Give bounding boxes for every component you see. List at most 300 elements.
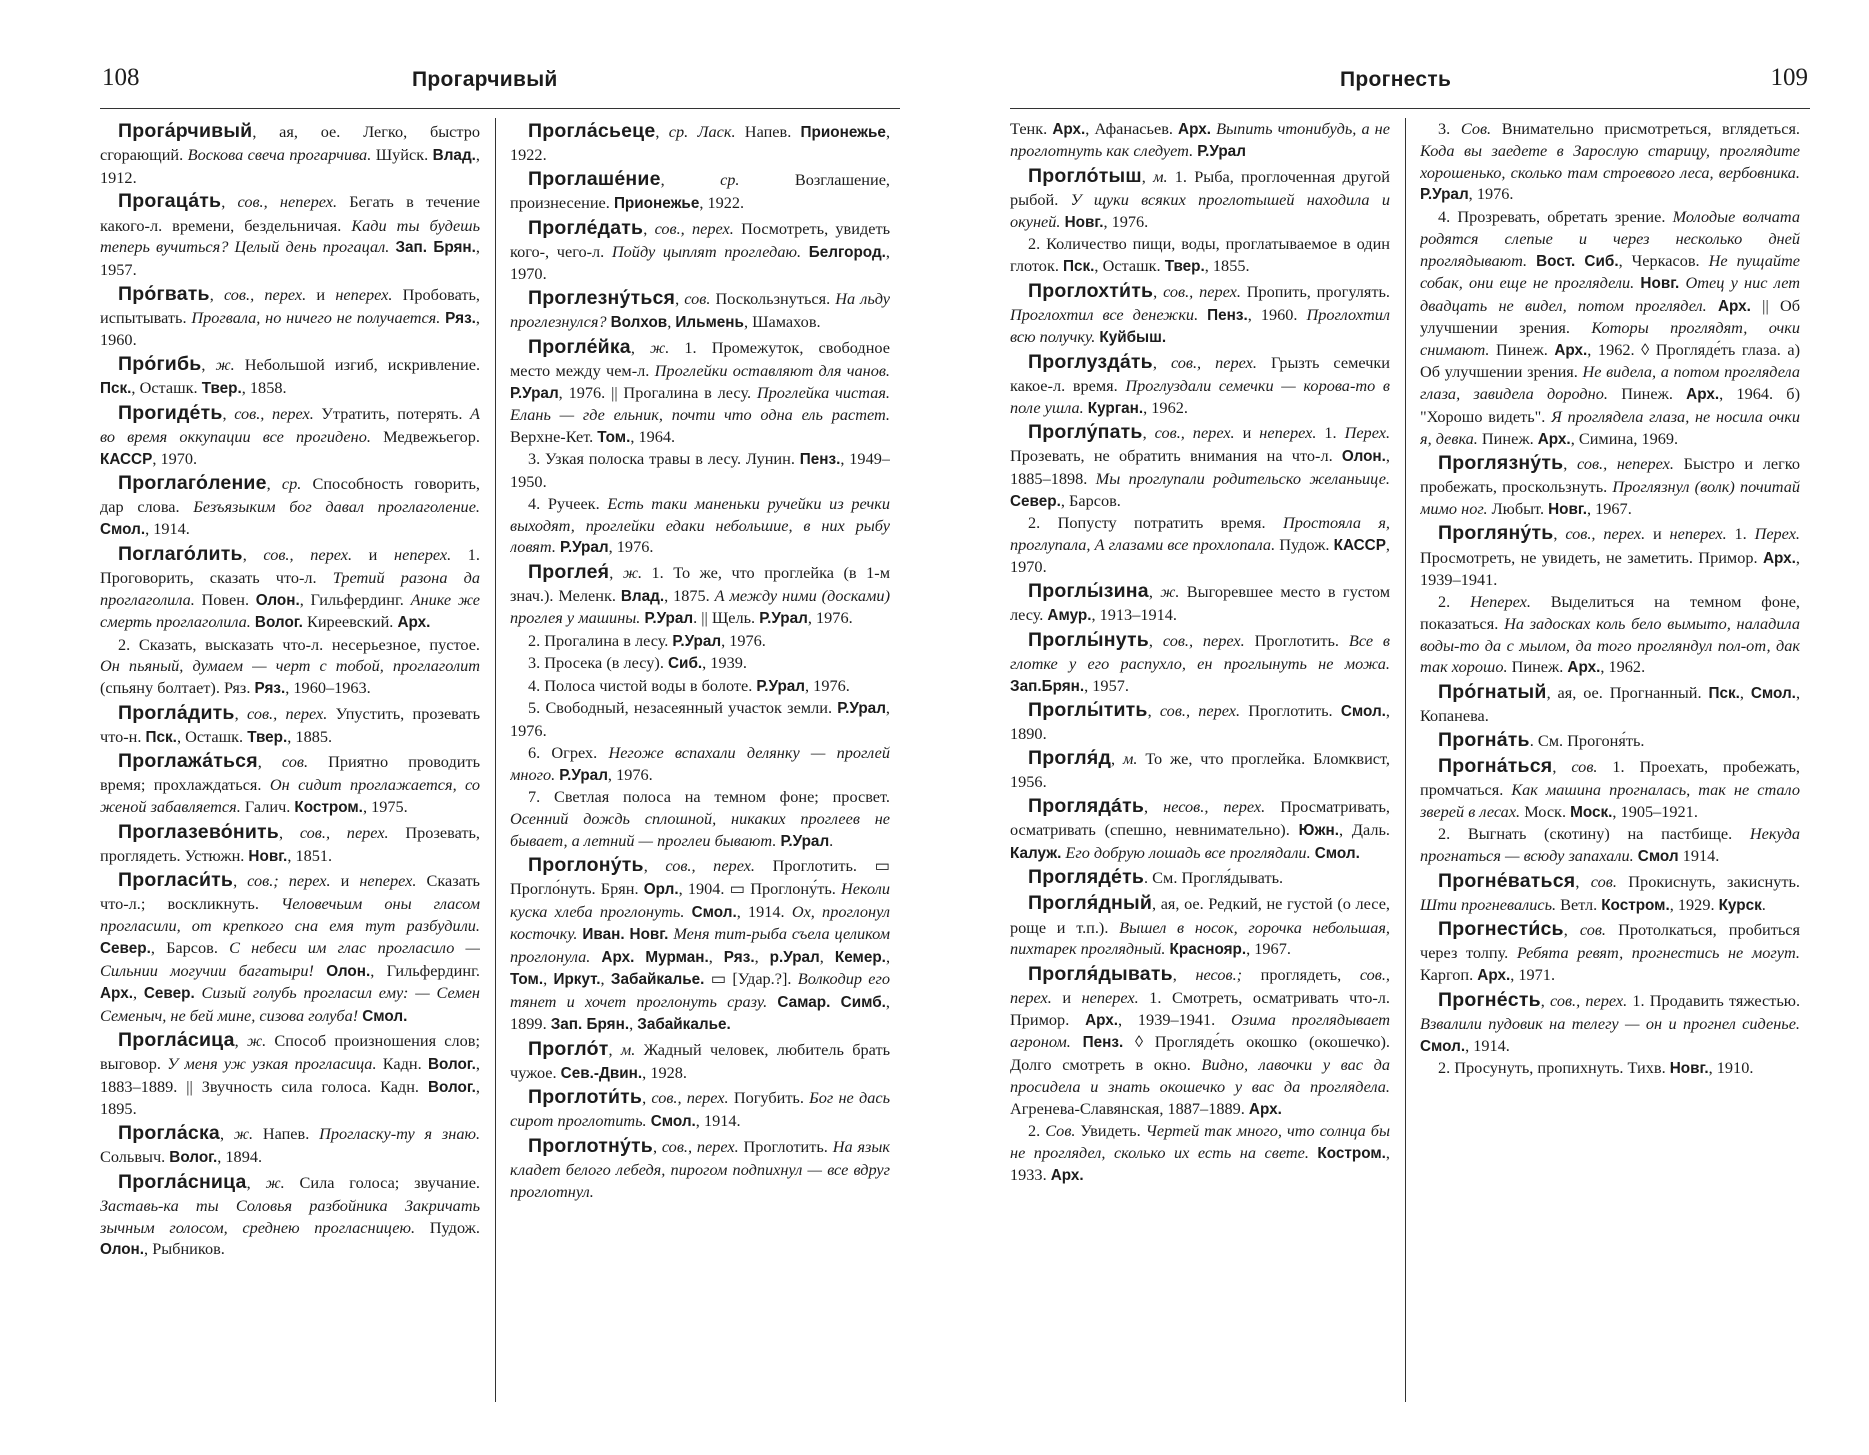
region-label: Смол.	[100, 521, 146, 539]
italic-text: Сов.	[1460, 119, 1492, 138]
italic-text: Сов.	[1045, 1120, 1076, 1140]
headword: Прогласи́ть	[118, 869, 234, 892]
italic-text: м.	[1153, 166, 1168, 186]
region-label: Р.Урал	[837, 700, 886, 718]
dictionary-entry: Проглея́, ж. 1. То же, что проглейка (в 1-м знач.). Меленк. Влад., 1875. А между ними (досками) проглея у машины. Р.Урал. || Щель. Р.Урал, 1976.	[510, 560, 890, 628]
dictionary-entry: Прогла́дить, сов., перех. Упустить, прозевать что-н. Пск., Осташк. Твер., 1885.	[100, 701, 480, 746]
dictionary-entry: Прогле́дать, сов., перех. Посмотреть, увидеть кого-, чего-л. Пойду цыплят прогледаю. Белгород., 1970.	[510, 216, 890, 284]
headword: Проглохти́ть	[1028, 279, 1154, 302]
italic-text: На задосках коль бело вымыто, наладила воды-то да с мылом, да того прогляндул пол-от, дак так хорошо.	[1420, 613, 1800, 677]
dictionary-entry: Про́гибь, ж. Небольшой изгиб, искривление. Пск., Осташк. Твер., 1858.	[100, 353, 480, 398]
dictionary-entry: Проглу́пать, сов., перех. и неперех. 1. Перех. Прозевать, не обратить внимания на что-л. Олон., 1885–1898. Мы проглупали родительско желаньице. Север., Барсов.	[1010, 421, 1390, 510]
region-label: Ряз.	[445, 309, 476, 327]
region-label: Орл.	[643, 881, 679, 899]
italic-text: Прогвала, но ничего не получается.	[191, 307, 441, 327]
dictionary-entry: Проглону́ть, сов., перех. Проглотить. ▭ Прогло́нуть. Брян. Орл., 1904. ▭ Проглону́ть. Неколи куска хлеба проглонуть. Смол., 1914. Ох, проглонул косточку. Иван. Новг. Меня тит-рыба съела целиком проглонула. Арх. Мурман., Ряз., р.Урал, Кемер., Том., Иркут., Забайкалье. ▭ [Удар.?]. Волкодир его тянет и хочет проглонуть сразу. Самар. Симб., 1899. Зап. Брян., Забайкалье.	[510, 854, 890, 1034]
region-label: Сиб.	[668, 655, 703, 673]
headword: Поглаго́лить	[118, 542, 243, 565]
dictionary-entry: Проглузда́ть, сов., перех. Грызть семечки какое-л. время. Проглуздали семечки — корова-то в поле ушла. Курган., 1962.	[1010, 350, 1390, 417]
region-label: Р.Урал	[672, 632, 722, 650]
entry-sense: 2. Сказать, высказать что-л. несерьезное, пустое. Он пьяный, думаем — черт с тобой, проглаголит (спьяну болтает). Ряз. Ряз., 1960–1963.	[100, 634, 480, 698]
region-label: Смол.	[1420, 1037, 1466, 1055]
italic-text: ср. Ласк.	[668, 122, 736, 141]
italic-text: м.	[620, 1039, 636, 1059]
region-label: Новг.	[1640, 275, 1680, 293]
italic-text: сов., перех.	[247, 703, 328, 723]
italic-text: сов., перех.	[263, 544, 353, 564]
italic-text: Кади ты будешь теперь вучиться? Целый день прогацал.	[100, 215, 480, 257]
region-label: Пск.	[145, 728, 177, 746]
right-page	[1010, 58, 1810, 1418]
dictionary-entry: Проглотну́ть, сов., перех. Проглотить. На язык кладет белого лебедя, пирогом подпихнул — все вдруг проглотнул.	[510, 1134, 890, 1201]
dictionary-entry: Проглазево́нить, сов., перех. Прозевать, проглядеть. Устюжн. Новг., 1851.	[100, 820, 480, 865]
italic-text: Осенний дождь сплошной, никаких проглеев не бывает, а летний — проглеи бывают.	[510, 808, 890, 850]
italic-text: У меня уж узкая прогласица.	[167, 1054, 377, 1074]
italic-text: Некуда прогнаться — всюду запахали.	[1420, 824, 1800, 866]
region-label: Смол.	[362, 1007, 408, 1025]
headword: Прогло́тыш	[1028, 164, 1142, 187]
italic-text: С небеси им глас прогласило — Сильнии могучии багатыри!	[100, 938, 480, 980]
italic-text: несов., перех.	[1163, 797, 1266, 817]
italic-text: сов., перех.	[651, 1088, 729, 1108]
region-label: Белгород.	[808, 243, 886, 261]
dictionary-entry: Прогиде́ть, сов., перех. Утратить, потерять. А во время оккупации все прогидено. Медвежьегор. КАССР, 1970.	[100, 401, 480, 468]
italic-text: Волкодир его тянет и хочет проглонуть сразу.	[510, 969, 890, 1011]
region-label: Смол.	[1340, 703, 1386, 721]
dictionary-entry: Проглохти́ть, сов., перех. Пропить, прогулять. Проглохтил все денежки. Пенз., 1960. Проглохтил всю получку. Куйбыш.	[1010, 279, 1390, 347]
region-label: Иван.	[582, 926, 625, 944]
entry-sense: 3. Сов. Внимательно присмотреться, вглядеться. Кода вы заедете в Зарослую старицу, проглядите хорошенько, сколько там строевого леса, вербовника. Р.Урал, 1976.	[1420, 119, 1800, 204]
region-label: Арх.	[1537, 430, 1571, 448]
region-label: Зап.Брян.	[1010, 677, 1085, 695]
region-label: Новг.	[1064, 213, 1104, 231]
headword: Прогнести́сь	[1438, 918, 1564, 941]
dictionary-entry: Прогне́ваться, сов. Прокиснуть, закиснуть. Шти прогневались. Ветл. Костром., 1929. Курск.	[1420, 869, 1800, 914]
italic-text: Заставь-ка ты Соловья разбойника Закричать зычным голосом, среднею прогласницею.	[100, 1195, 480, 1237]
headword: Проглезну́ться	[528, 287, 676, 309]
italic-text: неперех.	[394, 544, 452, 564]
italic-text: Ребята ревят, прогнестись не могут.	[1516, 943, 1800, 963]
italic-text: Простояла я, проглупала, А глазами все прохлопала.	[1010, 513, 1390, 554]
page-number: 108	[102, 64, 140, 91]
italic-text: Выпить чтонибудь, а не проглотнуть как следует.	[1010, 119, 1390, 161]
headword: Проглузда́ть	[1028, 350, 1153, 373]
region-label: Сев.-Двин.	[560, 1064, 643, 1082]
region-label: Север.	[1010, 492, 1061, 510]
headword: Про́гнатый	[1438, 680, 1547, 703]
region-label: Зап. Брян.	[550, 1016, 630, 1034]
dictionary-entry: Прогля́д, м. То же, что проглейка. Бломквист, 1956.	[1010, 747, 1390, 792]
italic-text: сов., перех.	[665, 856, 755, 876]
headword: Проглядáть	[1028, 795, 1145, 818]
dictionary-entry: Прогаца́ть, сов., неперех. Бегать в течение какого-л. времени, бездельничая. Кади ты будешь теперь вучиться? Целый день прогацал. Зап. Брян., 1957.	[100, 190, 480, 279]
italic-text: Его добрую лошадь все проглядали.	[1065, 842, 1311, 862]
entry-sense: 2. Количество пищи, воды, проглатываемое в один глоток. Пск., Осташк. Твер., 1855.	[1010, 234, 1390, 276]
headword: Прогла́дить	[118, 701, 235, 724]
dictionary-entry: Прогляну́ть, сов., перех. и неперех. 1. Перех. Просмотреть, не увидеть, не заметить. Примор. Арх., 1939–1941.	[1420, 522, 1800, 590]
region-label: Костром.	[1317, 1144, 1386, 1162]
region-label: Волог.	[427, 1078, 476, 1096]
region-label: Р.Урал	[756, 677, 806, 695]
left-page-header	[100, 58, 900, 109]
page-number: 109	[1770, 64, 1808, 91]
region-label: Пск.	[100, 380, 132, 398]
region-label: Смол.	[691, 903, 737, 921]
headword: Прогла́сьеце	[528, 120, 656, 142]
italic-text: А между ними (досками) проглея у машины.	[510, 585, 890, 628]
headword: Про́гибь	[118, 353, 202, 376]
italic-text: сов., перех.	[299, 822, 389, 842]
italic-text: несов.;	[1195, 964, 1243, 984]
region-label: Олон.	[326, 962, 371, 980]
italic-text: Он сидит проглажается, со женой забавляется.	[100, 775, 480, 817]
region-label: Р.Урал	[780, 832, 830, 850]
italic-text: сов., перех.	[1154, 423, 1235, 443]
headword: Проглу́пать	[1028, 421, 1143, 444]
headword: Прогле́дать	[528, 216, 644, 239]
dictionary-entry: Проглезну́ться, сов. Поскользнуться. На льду проглезнулся? Волхов, Ильмень, Шамахов.	[510, 287, 890, 332]
region-label: Олон.	[100, 1241, 145, 1259]
italic-text: Безъязыким бог давал проглаголение.	[193, 497, 480, 517]
dictionary-entry: Прогляде́ть. См. Прогля́дывать.	[1028, 866, 1284, 889]
region-label: Север.	[143, 985, 195, 1003]
headword: Прога́рчивый	[118, 120, 253, 142]
region-label: Прионежье	[800, 124, 886, 141]
region-label: Костром.	[294, 799, 363, 817]
entry-sense: 2. Выгнать (скотину) на пастбище. Некуда прогнаться — всюду запахали. Смол 1914.	[1420, 824, 1800, 866]
region-label: КАССР	[1333, 537, 1386, 554]
dictionary-entry: Прогла́сица, ж. Способ произношения слов; выговор. У меня уж узкая прогласица. Кадн. Волог., 1883–1889. || Звучность сила голоса. Кадн. Волог., 1895.	[100, 1029, 480, 1119]
italic-text: Чертей так много, что солнца бы не проглядел, сколько их есть на свете.	[1010, 1120, 1390, 1162]
italic-text: Которы проглядят, очки снимают.	[1420, 318, 1800, 359]
italic-text: Отец у нис лет двадцать не видел, потом проглядел.	[1420, 273, 1800, 315]
region-label: Вост. Сиб.	[1536, 252, 1619, 270]
region-label: Пск.	[1063, 258, 1095, 276]
headword: Проглону́ть	[528, 854, 644, 877]
dictionary-entry: Проглаго́ление, ср. Способность говорить, дар слова. Безъязыким бог давал проглаголение. Смол., 1914.	[100, 472, 480, 539]
dictionary-entry: Прога́рчивый, ая, ое. Легко, быстро сгорающий. Воскова свеча прогарчива. Шуйск. Влад., 1912.	[100, 120, 480, 187]
region-label: Арх.	[1717, 297, 1751, 315]
italic-text: Не видела, а потом проглядела глаза, завидела дородно.	[1420, 362, 1800, 404]
italic-text: сов., перех.	[1550, 990, 1628, 1010]
dictionary-entry: Проглы́тить, сов., перех. Проглотить. Смол., 1890.	[1010, 699, 1390, 744]
dictionary-entry: Проглажа́ться, сов. Приятно проводить время; прохлаждаться. Он сидит проглажается, со женой забавляется. Галич. Костром., 1975.	[100, 750, 480, 817]
dictionary-entry: Проглаше́ние, ср. Возглашение, произнесение. Прионежье, 1922.	[510, 167, 890, 213]
region-label: Смол.	[650, 1113, 696, 1131]
region-label: Калуж.	[1010, 844, 1062, 862]
italic-text: сов.	[281, 752, 309, 772]
dictionary-entry: Поглаго́лить, сов., перех. и неперех. 1. Проговорить, сказать что-л. Третий разона да проглаголила. Повен. Олон., Гильфердинг. Анике же смерть проглаголила. Волог. Киреевский. Арх.	[100, 542, 480, 632]
region-label: Новг.	[1548, 500, 1587, 518]
italic-text: Он пьяный, думаем — черт с тобой, проглаголит	[100, 656, 480, 676]
dictionary-entry: Проглядáть, несов., перех. Просматривать, осматривать (спешно, невнимательно). Южн., Даль. Калуж. Его добрую лошадь все проглядали. Смол.	[1010, 795, 1390, 862]
region-label: Олон.	[255, 591, 300, 609]
entry-sense: 2. Попусту потратить время. Простояла я, проглупала, А глазами все прохлопала. Пудож. КАССР, 1970.	[1010, 513, 1390, 577]
headword: Проглотну́ть	[528, 1134, 653, 1157]
region-label: Р.Урал	[759, 610, 808, 628]
italic-text: неперех.	[1259, 423, 1317, 443]
italic-text: неперех.	[1081, 988, 1139, 1008]
italic-text: Видно, лавочки у вас да просидела и знать окошечко у вас да проглядела.	[1010, 1054, 1390, 1096]
region-label: Арх.	[1178, 121, 1211, 138]
headword: Проглоти́ть	[528, 1086, 643, 1109]
headword: Проглажа́ться	[118, 750, 258, 773]
italic-text: Бог не дась сирот проглотить.	[510, 1088, 890, 1131]
running-head: Прогнесть	[1340, 68, 1452, 91]
entry-sense: 2. Сов. Увидеть. Чертей так много, что солнца бы не проглядел, сколько их есть на свете. Костром., 1933. Арх.	[1010, 1120, 1390, 1185]
region-label: Арх.	[1554, 341, 1588, 359]
region-label: Симб.	[840, 993, 886, 1011]
dictionary-entry: Прогло́тыш, м. 1. Рыба, проглоченная другой рыбой. У щуки всяких проглотышей находила и окуней. Новг., 1976.	[1010, 164, 1390, 231]
region-label: Арх.	[1085, 1011, 1119, 1029]
italic-text: Озима проглядывает агроном.	[1010, 1009, 1390, 1052]
italic-text: Пойду цыплят прогледаю.	[611, 241, 802, 261]
entry-sense: 6. Огрех. Негоже вспахали делянку — проглей много. Р.Урал, 1976.	[510, 742, 890, 784]
left-page-columns	[100, 114, 900, 1418]
headword: Прогле́йка	[528, 335, 631, 358]
region-label: КАССР	[100, 450, 153, 468]
region-label: Зап. Брян.	[395, 239, 476, 257]
column	[510, 118, 890, 1203]
italic-text: ж.	[233, 1123, 254, 1143]
region-label: Самар.	[777, 993, 831, 1011]
dictionary-entry: Прогне́сть, сов., перех. 1. Продавить тяжестью. Взвалили пудовик на телегу — он и прогнел сиденье. Смол., 1914.	[1420, 988, 1800, 1055]
headword: Прогляде́ть	[1028, 866, 1145, 889]
headword: Проглязну́ть	[1438, 452, 1564, 475]
italic-text: ж.	[265, 1172, 285, 1192]
dictionary-entry: Проглы́нуть, сов., перех. Проглотить. Все в глотке у его распухло, ен проглынуть не можа. Зап.Брян., 1957.	[1010, 628, 1390, 695]
italic-text: Проглейки оставляют для чанов.	[654, 360, 890, 380]
italic-text: Воскова свеча прогарчива.	[187, 145, 372, 165]
region-label: Волог.	[254, 614, 303, 632]
headword: Прогля́дывать	[1028, 962, 1173, 985]
italic-text: сов.	[1590, 871, 1617, 891]
region-label: Моск.	[1570, 803, 1613, 821]
entry-sense: 7. Светлая полоса на темном фоне; просвет. Осенний дождь сплошной, никаких проглеев не бывает, а летний — проглеи бывают. Р.Урал.	[510, 786, 890, 850]
italic-text: Я проглядела глаза, не носила очки я, девка.	[1420, 406, 1800, 448]
italic-text: Человечьим оны гласом прогласили, от крепкого сна емя тут разбудили.	[100, 894, 480, 936]
region-label: Пск.	[1708, 684, 1740, 702]
region-label: Новг.	[1669, 1060, 1709, 1078]
italic-text: Неперех.	[1470, 591, 1531, 611]
region-label: Смол	[1637, 848, 1679, 866]
italic-text: сов., перех.	[1159, 701, 1241, 721]
entry-sense: 2. Просунуть, пропихнуть. Тихв. Новг., 1910.	[1438, 1058, 1754, 1078]
entry-sense: 2. Прогалина в лесу. Р.Урал, 1976.	[528, 630, 766, 650]
region-label: Амур.	[1047, 607, 1092, 625]
region-label: Новг.	[629, 926, 669, 944]
italic-text: неперех.	[1669, 524, 1727, 544]
headword: Прогне́сть	[1438, 988, 1541, 1011]
headword: Прогло́т	[528, 1037, 609, 1060]
region-label: Волог.	[427, 1056, 476, 1074]
headword: Проглы́зина	[1028, 580, 1149, 603]
headword: Прогла́сица	[118, 1029, 235, 1052]
region-label: Арх.	[1050, 1167, 1084, 1185]
headword: Прогля́д	[1028, 747, 1112, 770]
dictionary-entry: Прогла́сница, ж. Сила голоса; звучание. Заставь-ка ты Соловья разбойника Закричать зычным голосом, среднею прогласницею. Пудож. Олон., Рыбников.	[100, 1170, 480, 1259]
italic-text: Ох, проглонул косточку.	[510, 901, 890, 944]
region-label: Арх.	[1052, 121, 1086, 138]
region-label: Пенз.	[1082, 1034, 1124, 1052]
italic-text: Взвалили пудовик на телегу — он и прогнел сиденье.	[1420, 1013, 1800, 1033]
region-label: Арх.	[1567, 659, 1601, 677]
region-label: Мурман.	[645, 948, 709, 966]
italic-text: ж.	[215, 355, 235, 375]
italic-text: сов.	[684, 289, 711, 308]
italic-text: ж.	[650, 337, 670, 357]
headword: Проглаше́ние	[528, 167, 661, 190]
region-label: Новг.	[248, 847, 288, 865]
italic-text: Сизый голубь прогласил ему: — Семен Семеныч, не бей мине, сизова голуба!	[100, 983, 480, 1025]
region-label: Том.	[510, 971, 544, 989]
region-label: Арх.	[1762, 549, 1796, 567]
italic-text: ж.	[246, 1031, 267, 1051]
italic-text: сов., перех.	[234, 403, 314, 423]
region-label: Иркут.	[553, 971, 601, 989]
italic-text: сов.	[1571, 756, 1598, 776]
region-label: Костром.	[1601, 896, 1670, 914]
headword: Прогаца́ть	[118, 190, 222, 213]
italic-text: сов., перех.	[1163, 281, 1241, 301]
headword: Прогла́сница	[118, 1170, 247, 1193]
italic-text: На льду проглезнулся?	[510, 289, 890, 332]
italic-text: Вышел в носок, горочка небольшая, пихтарек проглядный.	[1010, 917, 1390, 959]
italic-text: Есть таки маненьки ручейки из речки выходят, проглейки едаки небольшие, в них рыбу ловят.	[510, 493, 890, 557]
region-label: Арх.	[1477, 967, 1511, 985]
region-label: Смол.	[1314, 844, 1360, 862]
italic-text: сов., перех.	[661, 1136, 739, 1156]
region-label: Куйбыш.	[1099, 329, 1167, 347]
dictionary-entry: Прогле́йка, ж. 1. Промежуток, свободное место между чем-л. Проглейки оставляют для чанов. Р.Урал, 1976. || Прогалина в лесу. Проглейка чистая. Елань — где ельник, почти что одна ель растет. Верхне-Кет. Том., 1964.	[510, 335, 890, 446]
dictionary-entry: Про́гвать, сов., перех. и неперех. Пробовать, испытывать. Прогвала, но ничего не получается. Ряз., 1960.	[100, 282, 480, 350]
column	[1010, 118, 1390, 1187]
italic-text: сов., перех.	[1010, 964, 1390, 1008]
italic-text: ср.	[281, 474, 302, 494]
region-label: Твер.	[247, 728, 288, 746]
dictionary-entry: Прогля́дный, ая, ое. Редкий, не густой (о лесе, роще и т.п.). Вышел в носок, горочка небольшая, пихтарек проглядный. Краснояр., 1967.	[1010, 892, 1390, 959]
region-label: Том.	[597, 428, 631, 446]
dictionary-entry: Про́гнатый, ая, ое. Прогнанный. Пск., Смол., Копанева.	[1420, 680, 1800, 725]
italic-text: сов., неперех.	[237, 192, 338, 212]
italic-text: Анике же смерть проглаголила.	[100, 589, 480, 632]
region-label: Ряз.	[723, 948, 755, 966]
italic-text: Проглязнул (волк) почитай мимо ног.	[1420, 477, 1800, 518]
italic-text: Проглохтил всю получку.	[1010, 304, 1390, 347]
region-label: Р.Урал	[1420, 186, 1469, 204]
region-label: Забайкалье.	[610, 971, 705, 989]
dictionary-entry: Прогла́ска, ж. Напев. Прогласку-ту я знаю. Сольвыч. Волог., 1894.	[100, 1121, 480, 1167]
dictionary-entry: Прогло́т, м. Жадный человек, любитель брать чужое. Сев.-Двин., 1928.	[510, 1037, 890, 1082]
region-label: Арх.	[397, 614, 431, 632]
dictionary-entry: Проглоти́ть, сов., перех. Погубить. Бог не дась сирот проглотить. Смол., 1914.	[510, 1086, 890, 1131]
column	[1420, 118, 1800, 1080]
region-label: Пенз.	[799, 451, 841, 469]
italic-text: Проглейка чистая. Елань — где ельник, почти что одна ель растет.	[510, 382, 890, 425]
dictionary-entry: Прогна́ться, сов. 1. Проехать, пробежать, промчаться. Как машина прогналась, так не стало зверей в лесах. Моск. Моск., 1905–1921.	[1420, 754, 1800, 821]
region-label: Краснояр.	[1169, 941, 1247, 959]
region-label: р.Урал	[769, 948, 820, 966]
region-label: Влад.	[620, 587, 665, 605]
region-label: Ряз.	[254, 680, 286, 698]
headword: Прогля́дный	[1028, 892, 1153, 915]
dictionary-entry: Проглы́зина, ж. Выгоревшее место в густом лесу. Амур., 1913–1914.	[1010, 580, 1390, 625]
region-label: Волог.	[169, 1149, 218, 1167]
dictionary-entry: Прогласи́ть, сов.; перех. и неперех. Сказать что-л.; воскликнуть. Человечьим оны гласом прогласили, от крепкого сна емя тут разбудили. Север., Барсов. С небеси им глас прогласило — Сильнии могучии багатыри! Олон., Гильфердинг. Арх., Север. Сизый голубь прогласил ему: — Семен Семеныч, не бей мине, сизова голуба! Смол.	[100, 869, 480, 1025]
italic-text: сов., перех.	[1162, 630, 1245, 650]
region-label: Север.	[100, 940, 151, 958]
region-label: Курск	[1718, 896, 1762, 914]
region-label: Р.Урал	[559, 539, 609, 557]
headword: Прогне́ваться	[1438, 869, 1576, 892]
region-label: Курган.	[1087, 399, 1144, 417]
italic-text: м.	[1122, 749, 1138, 769]
italic-text: Меня тит-рыба съела целиком проглонула.	[510, 924, 890, 966]
region-label: Олон.	[1341, 448, 1386, 466]
italic-text: Неколи куска хлеба проглонуть.	[510, 879, 890, 921]
right-page-columns	[1010, 114, 1810, 1418]
column-divider	[1405, 118, 1406, 1402]
italic-text: Проглуздали семечки — корова-то в поле ушла.	[1010, 375, 1390, 417]
italic-text: сов., перех.	[223, 284, 307, 304]
italic-text: Шти прогневались.	[1420, 894, 1557, 914]
region-label: Р.Урал	[559, 766, 608, 784]
italic-text: На язык кладет белого лебедя, пирогом подпихнул — все вдруг проглотнул.	[510, 1136, 890, 1201]
italic-text: А во время оккупации все прогидено.	[100, 403, 480, 446]
region-label: Арх.	[100, 985, 133, 1003]
region-label: Волхов	[610, 314, 668, 332]
region-label: Твер.	[1164, 258, 1205, 276]
left-page	[100, 58, 900, 1418]
italic-text: Кода вы заедете в Зарослую старицу, проглядите хорошенько, сколько там строевого леса, вербовника.	[1420, 140, 1800, 182]
column-divider	[495, 118, 496, 1402]
italic-text: сов.	[1579, 920, 1607, 940]
headword: Проглы́тить	[1028, 699, 1148, 722]
headword: Проглаго́ление	[118, 472, 267, 495]
entry-sense: 4. Полоса чистой воды в болоте. Р.Урал, 1976.	[528, 675, 850, 695]
italic-text: сов.; перех.	[247, 871, 331, 891]
italic-text: Негоже вспахали делянку — проглей много.	[510, 742, 890, 784]
column	[100, 118, 480, 1261]
italic-text: У щуки всяких проглотышей находила и окуней.	[1010, 190, 1390, 231]
entry-sense: 3. Узкая полоска травы в лесу. Лунин. Пенз., 1949–1950.	[510, 449, 890, 491]
region-label: Забайкалье.	[637, 1016, 731, 1034]
entry-sense: 3. Просека (в лесу). Сиб., 1939.	[528, 653, 747, 673]
entry-sense: 5. Свободный, незасеянный участок земли. Р.Урал, 1976.	[510, 698, 890, 740]
italic-text: Третий разона да проглаголила.	[100, 567, 480, 609]
headword: Прогна́ть	[1438, 728, 1530, 751]
region-label: Кемер.	[834, 948, 886, 966]
headword: Прогляну́ть	[1438, 522, 1554, 545]
dictionary-entry: Прогля́дывать, несов.; проглядеть, сов., перех. и неперех. 1. Смотреть, осматривать что-л. Примор. Арх., 1939–1941. Озима проглядывает агроном. Пенз. ◊ Прогляде́ть окошко (окошечко). Долго смотреть в окно. Видно, лавочки у вас да просидела и знать окошечко у вас да проглядела. Агренева-Славянская, 1887–1889. Арх.	[1010, 962, 1390, 1118]
region-label: Р.Урал	[1197, 143, 1246, 161]
headword: Проглазево́нить	[118, 820, 279, 843]
region-label: Арх.	[1248, 1100, 1282, 1118]
headword: Прогла́ска	[118, 1121, 220, 1144]
region-label: Влад.	[432, 147, 476, 165]
region-label: Южн.	[1298, 822, 1339, 840]
italic-text: Все в глотке у его распухло, ен проглынуть не можа.	[1010, 630, 1390, 674]
region-label: Прионежье	[613, 195, 700, 213]
region-label: Смол.	[1750, 684, 1796, 702]
italic-text: сов., неперех.	[1577, 454, 1674, 474]
italic-text: Перех.	[1344, 423, 1390, 443]
italic-text: ср.	[720, 169, 740, 189]
dictionary-entry: Прогна́ть. См. Прогоня́ть.	[1438, 728, 1645, 751]
dictionary-entry: Прогла́сьеце, ср. Ласк. Напев. Прионежье, 1922.	[510, 120, 890, 165]
italic-text: сов., перех.	[654, 218, 734, 238]
italic-text: ж.	[622, 562, 643, 582]
